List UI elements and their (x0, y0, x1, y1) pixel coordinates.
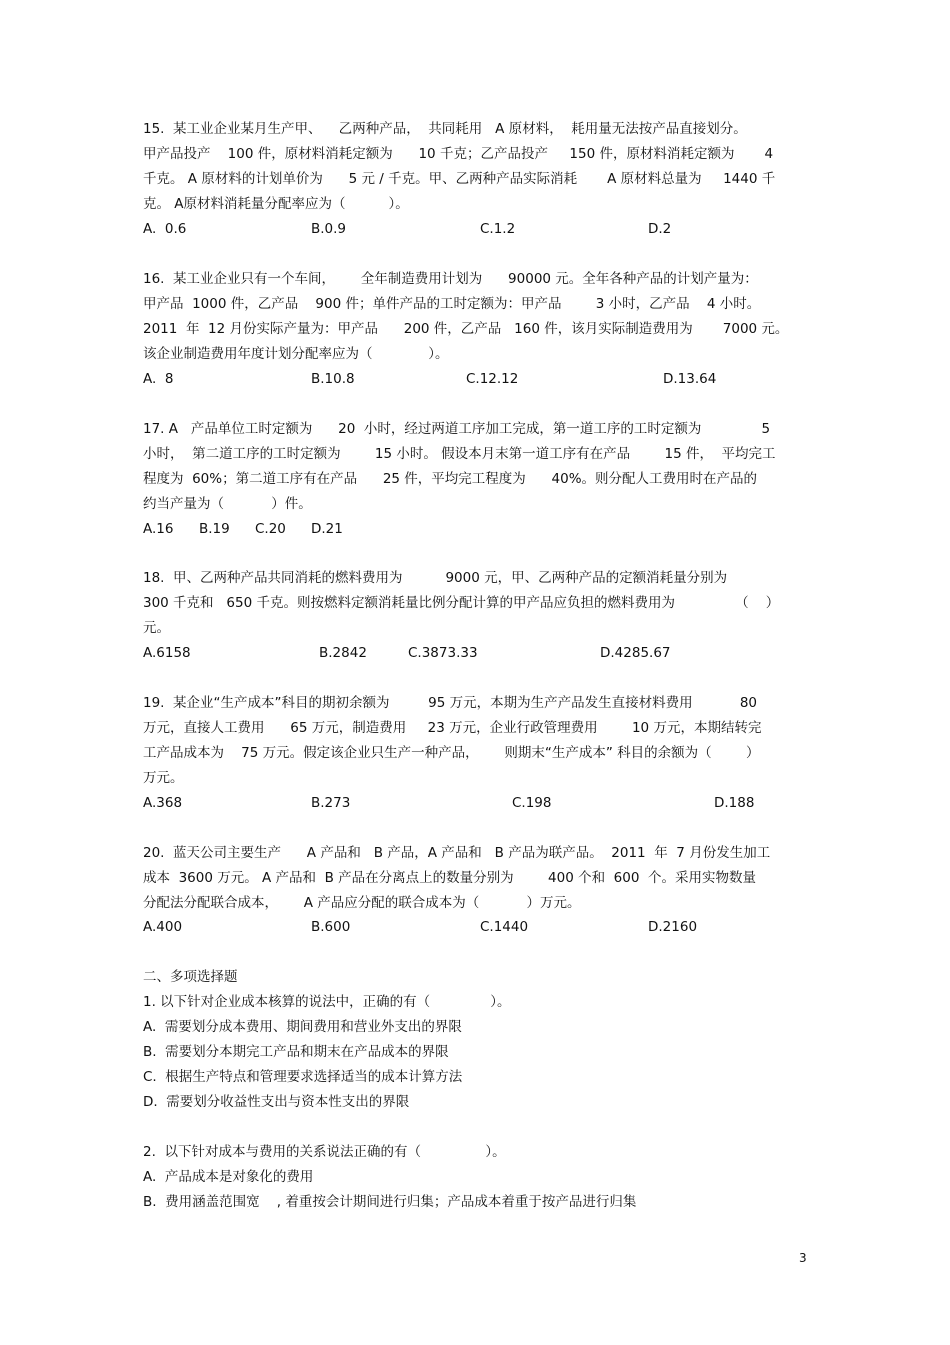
question-15-options (143, 220, 813, 238)
question-15-line-3: 千克。 A 原材料的计划单价为 5 元 / 千克。甲、乙两种产品实际消耗 A 原材料总量为 1440 千 (143, 171, 776, 187)
page-number: 3 (799, 1251, 807, 1265)
question-16-line-1: 16. 某工业企业只有一个车间， 全年制造费用计划为 90000 元。全年各种产品的计划产量为： (143, 271, 758, 287)
multi-question-1-option-d: D. 需要划分收益性支出与资本性支出的界限 (143, 1094, 410, 1110)
option-d: D.2160 (648, 919, 698, 935)
question-19-line-2: 万元，直接人工费用 65 万元，制造费用 23 万元，企业行政管理费用 10 万元，本期结转完 (143, 720, 762, 736)
option-b: B.600 (311, 919, 351, 935)
option-c: C.1440 (480, 919, 529, 935)
question-16-line-3: 2011 年 12 月份实际产量为：甲产品 200 件，乙产品 160 件，该月实际制造费用为 7000 元。 (143, 321, 789, 337)
question-18-options (143, 644, 813, 662)
option-b: B.2842 (319, 645, 367, 661)
question-18-line-3: 元。 (143, 620, 170, 636)
question-19-line-3: 工产品成本为 75 万元。假定该企业只生产一种产品， 则期末“生产成本” 科目的余额为（ ） (143, 745, 760, 761)
question-17-line-2: 小时， 第二道工序的工时定额为 15 小时。 假设本月末第一道工序有在产品 15 件， 平均完工 (143, 446, 776, 462)
option-a: A. 0.6 (143, 221, 187, 237)
option-b: B.273 (311, 795, 351, 811)
option-a: A.6158 (143, 645, 191, 661)
multi-question-1-stem: 1. 以下针对企业成本核算的说法中，正确的有（ ）。 (143, 994, 511, 1010)
option-a: A.368 (143, 795, 183, 811)
option-c: C.198 (512, 795, 552, 811)
option-d: D.21 (311, 521, 343, 537)
question-20-line-2: 成本 3600 万元。 A 产品和 B 产品在分离点上的数量分别为 400 个和 600 个。采用实物数量 (143, 870, 757, 886)
question-16-line-4: 该企业制造费用年度计划分配率应为（ ）。 (143, 346, 449, 362)
question-17-line-3: 程度为 60%；第二道工序有在产品 25 件，平均完工程度为 40%。则分配人工费用时在产品的 (143, 471, 758, 487)
option-b: B.0.9 (311, 221, 347, 237)
multi-question-1-option-b: B. 需要划分本期完工产品和期末在产品成本的界限 (143, 1044, 449, 1060)
question-20-line-1: 20. 蓝天公司主要生产 A 产品和 B 产品，A 产品和 B 产品为联产品。 2011 年 7 月份发生加工 (143, 845, 771, 861)
question-16-options (143, 370, 813, 388)
option-d: D.13.64 (663, 371, 717, 387)
question-17-options (143, 520, 813, 538)
question-17-line-4: 约当产量为（ ）件。 (143, 496, 312, 512)
question-15-line-2: 甲产品投产 100 件，原材料消耗定额为 10 千克；乙产品投产 150 件，原材料消耗定额为 4 (143, 146, 774, 162)
option-c: C.1.2 (480, 221, 516, 237)
question-20-options (143, 918, 813, 936)
question-19-line-1: 19. 某企业“生产成本”科目的期初余额为 95 万元，本期为生产产品发生直接材料费用 80 (143, 695, 758, 711)
multi-question-2-option-a: A. 产品成本是对象化的费用 (143, 1169, 314, 1185)
multi-question-1-option-a: A. 需要划分成本费用、期间费用和营业外支出的界限 (143, 1019, 462, 1035)
question-16-line-2: 甲产品 1000 件，乙产品 900 件；单件产品的工时定额为：甲产品 3 小时，乙产品 4 小时。 (143, 296, 761, 312)
option-a: A.400 (143, 919, 183, 935)
option-c: C.12.12 (466, 371, 519, 387)
question-18-line-1: 18. 甲、乙两种产品共同消耗的燃料费用为 9000 元，甲、乙两种产品的定额消耗量分别为 (143, 570, 728, 586)
question-17-line-1: 17. A 产品单位工时定额为 20 小时，经过两道工序加工完成，第一道工序的工时定额为 5 (143, 421, 771, 437)
option-b: B.19 (199, 521, 230, 537)
option-c: C.20 (255, 521, 286, 537)
question-15-line-1: 15. 某工业企业某月生产甲、 乙两种产品， 共同耗用 A 原材料， 耗用量无法按产品直接划分。 (143, 121, 747, 137)
question-20-line-3: 分配法分配联合成本， A 产品应分配的联合成本为（ ）万元。 (143, 895, 581, 911)
option-a: A.16 (143, 521, 174, 537)
question-19-options (143, 794, 813, 812)
option-d: D.4285.67 (600, 645, 671, 661)
option-c: C.3873.33 (408, 645, 478, 661)
option-b: B.10.8 (311, 371, 355, 387)
section-title: 二、多项选择题 (143, 969, 238, 985)
multi-question-2-option-b: B. 费用涵盖范围宽 , 着重按会计期间进行归集；产品成本着重于按产品进行归集 (143, 1194, 637, 1210)
option-d: D.2 (648, 221, 672, 237)
multi-question-1-option-c: C. 根据生产特点和管理要求选择适当的成本计算方法 (143, 1069, 463, 1085)
multi-question-2-stem: 2. 以下针对成本与费用的关系说法正确的有（ ）。 (143, 1144, 506, 1160)
option-d: D.188 (714, 795, 755, 811)
option-a: A. 8 (143, 371, 174, 387)
question-19-line-4: 万元。 (143, 770, 184, 786)
question-18-line-2: 300 千克和 650 千克。则按燃料定额消耗量比例分配计算的甲产品应负担的燃料费用为 （ ） (143, 595, 780, 611)
question-15-line-4: 克。 A原材料消耗量分配率应为（ ）。 (143, 196, 409, 212)
